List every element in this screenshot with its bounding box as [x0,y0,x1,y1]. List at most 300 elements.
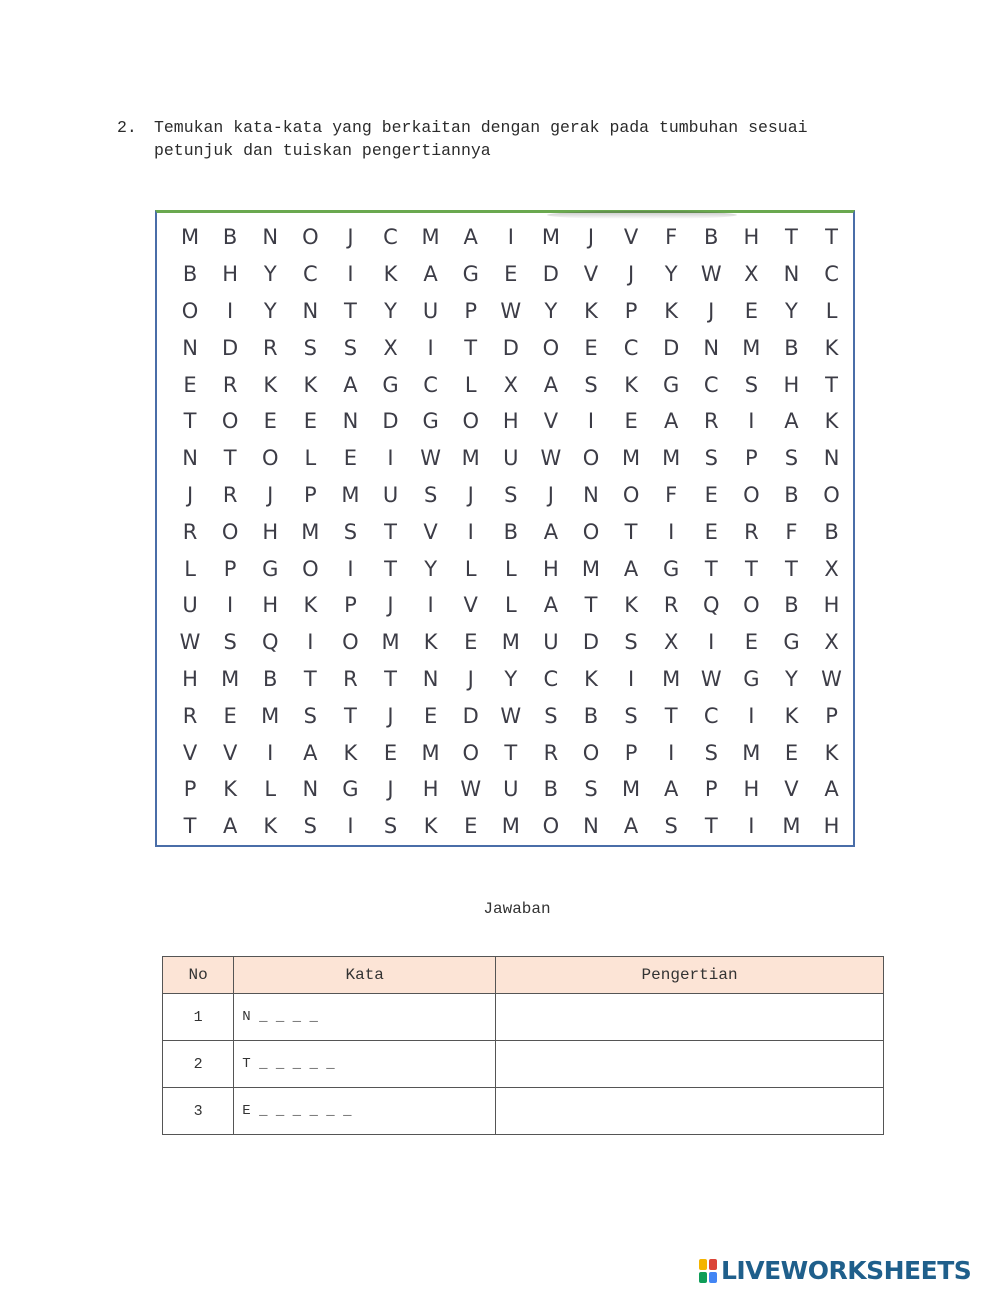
grid-letter[interactable]: M [581,556,601,581]
grid-letter[interactable]: K [824,409,839,434]
grid-letter[interactable]: F [785,519,798,544]
grid-letter[interactable]: S [704,446,718,471]
grid-letter[interactable]: J [186,482,194,507]
grid-letter[interactable]: J [387,593,394,618]
grid-letter[interactable]: E [223,703,237,728]
grid-letter[interactable]: H [262,593,279,618]
grid-letter[interactable]: S [704,740,718,765]
grid-letter[interactable]: V [182,740,198,765]
grid-letter[interactable]: O [342,630,359,655]
grid-letter[interactable]: B [704,225,719,250]
grid-letter[interactable]: U [382,482,399,507]
grid-letter[interactable]: R [663,593,679,618]
grid-letter[interactable]: O [181,298,199,323]
grid-letter[interactable]: R [222,482,238,507]
grid-letter[interactable]: E [183,372,197,397]
grid-letter[interactable]: R [182,703,198,728]
grid-letter[interactable]: E [464,630,478,655]
grid-letter[interactable]: S [223,630,237,655]
grid-letter[interactable]: Q [261,630,279,655]
grid-letter[interactable]: T [785,556,798,581]
grid-letter[interactable]: P [745,446,758,471]
grid-letter[interactable]: N [583,814,599,839]
grid-letter[interactable]: C [824,262,839,287]
grid-letter[interactable]: M [381,630,400,655]
grid-letter[interactable]: T [183,814,197,839]
grid-letter[interactable]: P [344,593,357,618]
grid-letter[interactable]: O [462,409,479,434]
grid-letter[interactable]: R [222,372,238,397]
grid-letter[interactable]: L [264,777,277,802]
grid-letter[interactable]: M [622,446,641,471]
grid-letter[interactable]: B [583,703,599,728]
grid-letter[interactable]: Y [424,556,438,581]
grid-letter[interactable]: F [665,225,678,250]
instruction [117,116,897,162]
grid-letter[interactable]: X [503,372,518,397]
grid-letter[interactable]: K [303,593,318,618]
grid-letter[interactable]: J [708,298,715,323]
kata-input[interactable]: E _ _ _ _ _ _ [234,1088,496,1135]
grid-letter[interactable]: W [179,630,201,655]
grid-letter[interactable]: U [182,593,198,618]
grid-letter[interactable]: L [184,556,196,581]
grid-letter[interactable]: M [541,225,560,250]
grid-letter[interactable]: B [784,482,799,507]
grid-letter[interactable]: N [583,482,599,507]
grid-letter[interactable]: U [422,298,439,323]
grid-letter[interactable]: R [703,409,719,434]
grid-letter[interactable]: T [183,409,197,434]
grid-letter[interactable]: H [823,814,840,839]
grid-letter[interactable]: V [583,262,599,287]
grid-letter[interactable]: G [342,777,359,802]
grid-letter[interactable]: M [341,482,360,507]
grid-letter[interactable]: E [784,740,799,765]
grid-letter[interactable]: H [222,262,239,287]
grid-letter[interactable]: W [420,446,441,471]
grid-letter[interactable]: J [547,482,554,507]
grid-letter[interactable]: G [663,372,680,397]
grid-letter[interactable]: E [744,298,758,323]
grid-letter[interactable]: A [303,740,318,765]
grid-letter[interactable]: N [342,409,359,434]
grid-letter[interactable]: R [744,519,759,544]
grid-letter[interactable]: D [582,630,600,655]
grid-letter[interactable]: M [662,666,681,691]
grid-letter[interactable]: Y [504,666,518,691]
grid-letter[interactable]: B [222,225,238,250]
grid-letter[interactable]: D [542,262,559,287]
grid-letter[interactable]: A [423,262,438,287]
grid-letter[interactable]: H [262,519,279,544]
grid-letter[interactable]: E [744,630,758,655]
grid-letter[interactable]: E [343,446,358,471]
grid-letter[interactable]: T [624,519,638,544]
grid-letter[interactable]: V [623,225,639,250]
grid-letter[interactable]: R [343,666,358,691]
grid-letter[interactable]: S [383,814,398,839]
grid-letter[interactable]: C [383,225,398,250]
grid-letter[interactable]: J [587,225,595,250]
grid-letter[interactable]: N [182,446,198,471]
grid-letter[interactable]: W [460,777,482,802]
grid-letter[interactable]: L [464,372,477,397]
grid-letter[interactable]: M [501,814,520,839]
grid-letter[interactable]: A [623,814,639,839]
grid-letter[interactable]: E [383,740,398,765]
grid-letter[interactable]: V [543,409,559,434]
grid-letter[interactable]: K [263,814,278,839]
grid-letter[interactable]: T [464,335,478,360]
grid-letter[interactable]: A [784,409,799,434]
grid-letter[interactable]: N [182,335,198,360]
pengertian-input[interactable] [496,994,884,1041]
grid-letter[interactable]: H [182,666,198,691]
grid-letter[interactable]: E [624,409,638,434]
grid-letter[interactable]: X [824,556,839,581]
grid-letter[interactable]: H [823,593,840,618]
grid-letter[interactable]: L [504,593,517,618]
grid-letter[interactable]: T [504,740,518,765]
grid-letter[interactable]: P [704,777,718,802]
grid-letter[interactable]: I [708,630,715,655]
grid-letter[interactable]: I [227,593,234,618]
grid-letter[interactable]: G [783,630,800,655]
grid-letter[interactable]: M [501,630,520,655]
grid-letter[interactable]: K [624,372,638,397]
grid-letter[interactable]: M [421,225,440,250]
grid-letter[interactable]: H [422,777,439,802]
table-row [163,1088,884,1135]
grid-letter[interactable]: T [744,556,758,581]
grid-letter[interactable]: I [668,519,675,544]
grid-letter[interactable]: R [262,335,278,360]
grid-letter[interactable]: E [464,814,478,839]
grid-letter[interactable]: B [503,519,518,544]
grid-letter[interactable]: S [504,482,518,507]
grid-letter[interactable]: I [507,225,514,250]
grid-letter[interactable]: S [664,814,678,839]
grid-letter[interactable]: I [427,593,434,618]
grid-letter[interactable]: T [704,556,718,581]
grid-letter[interactable]: E [303,409,317,434]
grid-letter[interactable]: A [663,777,679,802]
grid-letter[interactable]: N [302,777,319,802]
grid-letter[interactable]: W [500,298,522,323]
grid-letter[interactable]: J [387,777,394,802]
grid-letter[interactable]: P [303,482,317,507]
grid-letter[interactable]: B [263,666,278,691]
grid-letter[interactable]: I [227,298,234,323]
grid-letter[interactable]: Y [263,298,277,323]
grid-letter[interactable]: A [543,593,559,618]
grid-letter[interactable]: C [703,372,719,397]
grid-letter[interactable]: D [462,703,479,728]
grid-letter[interactable]: O [221,409,239,434]
grid-letter[interactable]: E [584,335,598,360]
grid-letter[interactable]: G [462,262,479,287]
grid-letter[interactable]: B [784,593,799,618]
grid-letter[interactable]: S [624,703,638,728]
grid-letter[interactable]: K [383,262,398,287]
grid-letter[interactable]: U [503,446,519,471]
grid-letter[interactable]: T [825,225,838,250]
grid-letter[interactable]: O [743,482,760,507]
grid-letter[interactable]: R [543,740,559,765]
pengertian-input[interactable] [496,1041,884,1088]
grid-letter[interactable]: H [502,409,519,434]
grid-letter[interactable]: L [464,556,477,581]
grid-letter[interactable]: Y [785,666,798,691]
grid-letter[interactable]: D [502,335,519,360]
grid-letter[interactable]: U [543,630,559,655]
grid-letter[interactable]: K [423,630,438,655]
grid-letter[interactable]: B [543,777,559,802]
grid-letter[interactable]: M [461,446,480,471]
grid-letter[interactable]: W [500,703,522,728]
grid-letter[interactable]: O [582,740,600,765]
grid-letter[interactable]: O [221,519,239,544]
grid-letter[interactable]: K [824,740,839,765]
grid-letter[interactable]: P [624,298,638,323]
grid-letter[interactable]: I [267,740,274,765]
grid-letter[interactable]: G [663,556,680,581]
grid-letter[interactable]: O [542,335,560,360]
grid-letter[interactable]: T [223,446,237,471]
grid-letter[interactable]: M [421,740,440,765]
grid-letter[interactable]: G [262,556,279,581]
grid-letter[interactable]: M [742,740,761,765]
grid-letter[interactable]: X [663,630,679,655]
grid-letter[interactable]: I [307,630,314,655]
grid-letter[interactable]: I [387,446,394,471]
grid-letter[interactable]: W [700,262,722,287]
grid-letter[interactable]: P [223,556,237,581]
grid-letter[interactable]: T [384,556,397,581]
grid-letter[interactable]: Y [664,262,678,287]
grid-letter[interactable]: W [540,446,562,471]
grid-letter[interactable]: X [744,262,759,287]
grid-letter[interactable]: T [344,298,357,323]
grid-letter[interactable]: A [543,519,559,544]
row-number: 3 [163,1088,234,1135]
grid-letter[interactable]: J [467,482,474,507]
grid-letter[interactable]: C [703,703,719,728]
grid-letter[interactable]: S [343,519,358,544]
grid-letter[interactable]: N [783,262,800,287]
grid-letter[interactable]: T [704,814,718,839]
grid-letter[interactable]: M [221,666,240,691]
grid-letter[interactable]: G [422,409,439,434]
grid-letter[interactable]: I [347,556,354,581]
grid-letter[interactable]: G [382,372,399,397]
grid-letter[interactable]: O [582,519,600,544]
grid-letter[interactable]: C [302,262,318,287]
grid-letter[interactable]: P [825,703,838,728]
grid-letter[interactable]: K [624,593,638,618]
grid-letter[interactable]: S [584,777,598,802]
grid-letter[interactable]: J [347,225,354,250]
grid-letter[interactable]: K [664,298,679,323]
grid-letter[interactable]: T [664,703,678,728]
grid-letter[interactable]: V [784,777,799,802]
grid-letter[interactable]: O [622,482,640,507]
grid-letter[interactable]: H [743,225,760,250]
grid-letter[interactable]: H [542,556,559,581]
grid-letter[interactable]: I [427,335,434,360]
grid-letter[interactable]: H [743,777,760,802]
grid-letter[interactable]: T [785,225,798,250]
grid-letter[interactable]: O [261,446,279,471]
grid-letter[interactable]: K [423,814,438,839]
grid-letter[interactable]: D [222,335,239,360]
grid-letter[interactable]: W [821,666,842,691]
grid-letter[interactable]: I [347,262,354,287]
grid-letter[interactable]: E [423,703,438,728]
grid-letter[interactable]: M [261,703,280,728]
grid-letter[interactable]: P [183,777,197,802]
grid-letter[interactable]: N [422,666,439,691]
grid-letter[interactable]: T [825,372,838,397]
grid-letter[interactable]: Y [263,262,277,287]
grid-letter[interactable]: Y [384,298,397,323]
grid-letter[interactable]: M [622,777,641,802]
grid-letter[interactable]: E [263,409,277,434]
kata-input[interactable]: T _ _ _ _ _ [234,1041,496,1088]
grid-letter[interactable]: K [343,740,358,765]
grid-letter[interactable]: J [267,482,274,507]
grid-letter[interactable]: Y [785,298,798,323]
grid-letter[interactable]: J [387,703,394,728]
grid-letter[interactable]: P [464,298,478,323]
grid-letter[interactable]: B [182,262,198,287]
grid-letter[interactable]: S [423,482,438,507]
grid-letter[interactable]: E [704,519,718,544]
grid-letter[interactable]: I [627,666,635,691]
grid-letter[interactable]: T [344,703,357,728]
grid-letter[interactable]: R [182,519,198,544]
grid-letter[interactable]: I [347,814,354,839]
grid-letter[interactable]: K [263,372,278,397]
grid-letter[interactable]: S [784,446,799,471]
grid-letter[interactable]: M [180,225,200,250]
grid-letter[interactable]: A [222,814,238,839]
grid-letter[interactable]: I [587,409,595,434]
grid-letter[interactable]: O [542,814,560,839]
grid-letter[interactable]: W [700,666,722,691]
grid-letter[interactable]: K [824,335,839,360]
grid-letter[interactable]: P [624,740,638,765]
grid-letter[interactable]: Q [703,593,720,618]
grid-letter[interactable]: D [382,409,399,434]
grid-letter[interactable]: N [703,335,720,360]
grid-letter[interactable]: M [782,814,801,839]
grid-letter[interactable]: Y [544,298,558,323]
grid-letter[interactable]: S [744,372,759,397]
grid-letter[interactable]: I [467,519,474,544]
kata-input[interactable]: N _ _ _ _ [234,994,496,1041]
grid-letter[interactable]: U [503,777,519,802]
grid-letter[interactable]: N [302,298,319,323]
pengertian-input[interactable] [496,1088,884,1135]
grid-letter[interactable]: M [742,335,761,360]
grid-letter[interactable]: B [784,335,799,360]
grid-letter[interactable]: N [262,225,279,250]
grid-letter[interactable]: F [665,482,678,507]
grid-letter[interactable]: X [824,630,839,655]
grid-letter[interactable]: I [748,814,755,839]
grid-letter[interactable]: K [584,298,598,323]
grid-letter[interactable]: A [543,372,559,397]
grid-letter[interactable]: O [302,556,319,581]
grid-letter[interactable]: O [462,740,479,765]
grid-letter[interactable]: A [824,777,839,802]
grid-letter[interactable]: L [504,556,517,581]
grid-letter[interactable]: A [343,372,358,397]
grid-letter[interactable]: S [584,372,598,397]
grid-letter[interactable]: A [623,556,639,581]
grid-letter[interactable]: S [544,703,558,728]
grid-letter[interactable]: O [302,225,319,250]
liveworksheets-icon [698,1258,718,1284]
grid-letter[interactable]: N [823,446,840,471]
grid-letter[interactable]: V [222,740,238,765]
grid-letter[interactable]: T [584,593,598,618]
grid-letter[interactable]: L [825,298,838,323]
grid-letter[interactable]: I [748,409,755,434]
grid-letter[interactable]: K [784,703,799,728]
grid-letter[interactable]: O [823,482,840,507]
grid-letter[interactable]: X [383,335,398,360]
grid-letter[interactable]: K [223,777,238,802]
grid-letter[interactable]: V [463,593,478,618]
grid-letter[interactable]: T [384,519,397,544]
grid-letter[interactable]: K [584,666,598,691]
grid-letter[interactable]: E [704,482,718,507]
grid-letter[interactable]: I [668,740,675,765]
grid-letter[interactable]: O [582,446,600,471]
grid-letter[interactable]: O [743,593,760,618]
grid-letter[interactable]: V [423,519,438,544]
grid-letter[interactable]: C [543,666,559,691]
grid-letter[interactable]: A [663,409,679,434]
grid-letter[interactable]: T [303,666,317,691]
grid-letter[interactable]: J [627,262,635,287]
grid-letter[interactable]: B [824,519,839,544]
grid-letter[interactable]: G [743,666,760,691]
grid-letter[interactable]: S [303,335,317,360]
grid-letter[interactable]: C [623,335,639,360]
grid-letter[interactable]: S [303,703,317,728]
grid-letter[interactable]: K [303,372,318,397]
grid-letter[interactable]: M [301,519,320,544]
grid-letter[interactable]: L [304,446,317,471]
grid-letter[interactable]: A [463,225,478,250]
grid-letter[interactable]: T [384,666,397,691]
grid-letter[interactable]: I [748,703,755,728]
grid-letter[interactable]: S [303,814,317,839]
grid-letter[interactable]: S [624,630,638,655]
grid-letter[interactable]: D [663,335,680,360]
grid-letter[interactable]: J [467,666,474,691]
grid-letter[interactable]: S [343,335,358,360]
grid-letter[interactable]: E [504,262,518,287]
grid-letter[interactable]: M [662,446,681,471]
grid-letter[interactable]: C [423,372,438,397]
grid-letter[interactable]: H [783,372,800,397]
question-number: 2. [117,118,137,137]
